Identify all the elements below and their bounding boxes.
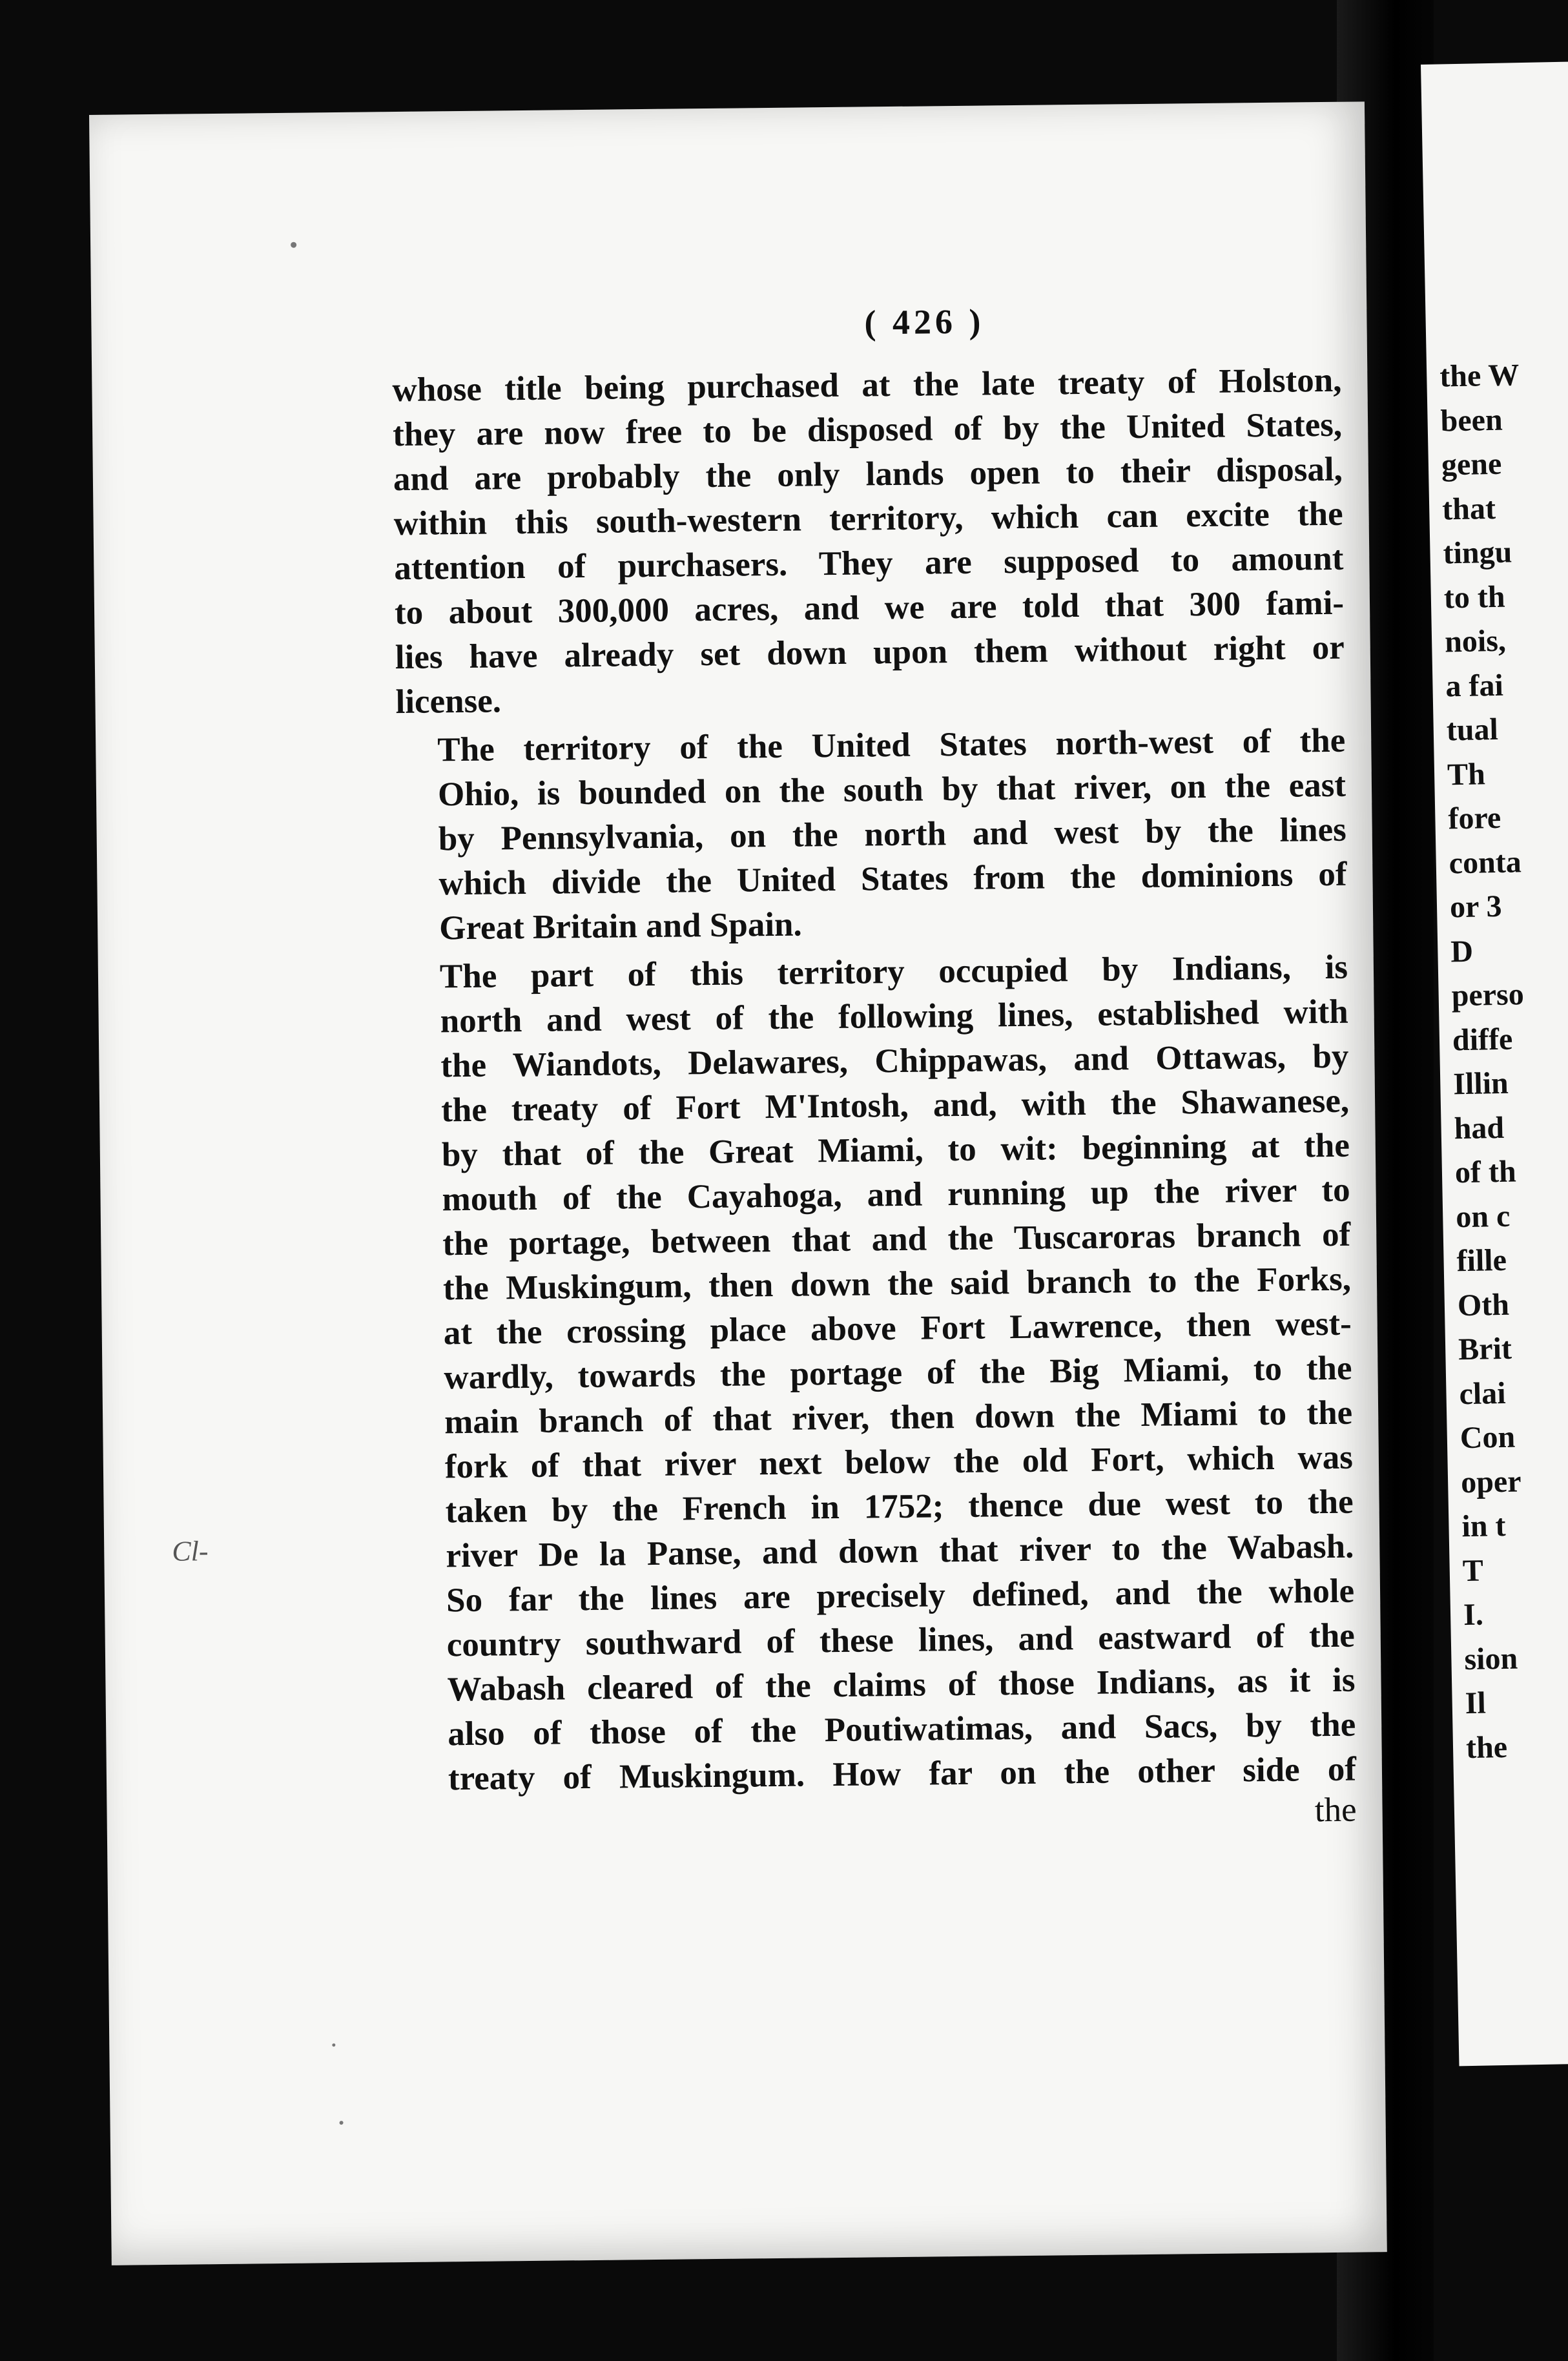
facing-line-fragment: had — [1454, 1110, 1505, 1146]
text-line: and are probably the only lands open to their disposal, — [393, 450, 1343, 499]
paper-speck — [332, 2043, 335, 2047]
facing-line-fragment: the — [1465, 1729, 1508, 1765]
facing-line-fragment: conta — [1449, 844, 1522, 880]
paper-speck — [340, 2121, 344, 2125]
facing-line-fragment: gene — [1441, 446, 1502, 482]
paragraph — [392, 358, 1345, 725]
text-line: to about 300,000 acres, and we are told that 300 fami- — [394, 584, 1345, 632]
text-line: treaty of Muskingum. How far on the other side of — [448, 1750, 1357, 1798]
facing-line-fragment: sion — [1463, 1641, 1518, 1676]
facing-line-fragment: fore — [1447, 800, 1501, 836]
facing-line-fragment: tual — [1446, 712, 1499, 748]
text-line: which divide the United States from the dominions of — [438, 855, 1347, 903]
facing-line-fragment: I. — [1463, 1597, 1484, 1633]
facing-line-fragment: clai — [1459, 1376, 1507, 1411]
facing-line-fragment: on c — [1455, 1199, 1511, 1234]
text-line: attention of purchasers. They are supposed to amount — [394, 539, 1344, 588]
text-line: main branch of that river, then down the Miami to the — [444, 1394, 1353, 1441]
facing-line-fragment: the W — [1439, 358, 1520, 394]
facing-line-fragment: a fai — [1445, 668, 1504, 703]
paragraph — [396, 719, 1348, 951]
page-426 — [89, 101, 1387, 2265]
facing-page-text — [1439, 352, 1568, 1771]
text-line: north and west of the following lines, established with — [440, 993, 1348, 1040]
text-line: they are now free to be disposed of by the United States, — [392, 406, 1343, 454]
facing-line-fragment: Illin — [1452, 1066, 1509, 1102]
text-line: by Pennsylvania, on the north and west by the lines — [438, 810, 1346, 858]
facing-line-fragment: in t — [1461, 1508, 1506, 1544]
facing-line-fragment: D — [1450, 934, 1474, 969]
text-line: at the crossing place above Fort Lawrence, then west- — [443, 1304, 1352, 1352]
text-line: license. — [395, 682, 502, 721]
page-number: ( 426 ) — [864, 302, 985, 342]
facing-line-fragment: of th — [1454, 1154, 1517, 1190]
facing-line-fragment: Oth — [1457, 1287, 1510, 1323]
text-line: the treaty of Fort M'Intosh, and, with the Shawanese, — [440, 1082, 1350, 1129]
text-line: Wabash cleared of the claims of those Indians, as it is — [447, 1661, 1356, 1709]
facing-line-fragment: or 3 — [1449, 889, 1502, 925]
margin-mark: Cl- — [172, 1535, 209, 1567]
page-text — [391, 296, 1357, 1842]
facing-line-fragment: Con — [1460, 1419, 1516, 1456]
facing-line-fragment: Th — [1447, 756, 1486, 792]
text-line: So far the lines are precisely defined, and the whole — [446, 1572, 1355, 1620]
facing-line-fragment: diffe — [1452, 1022, 1513, 1057]
facing-line-fragment: to th — [1443, 579, 1506, 615]
text-line: within this south-western territory, which can excite the — [393, 495, 1343, 543]
facing-line-fragment: that — [1441, 491, 1496, 526]
text-line: fork of that river next below the old Fort, which was — [444, 1438, 1354, 1486]
facing-line-fragment: perso — [1451, 977, 1525, 1013]
facing-line-fragment: been — [1440, 402, 1503, 438]
text-line: Ohio, is bounded on the south by that river, on the east — [437, 766, 1346, 814]
text-line: the portage, between that and the Tuscaroras branch of — [442, 1215, 1351, 1263]
paragraph — [398, 945, 1357, 1802]
text-line: Great Britain and Spain. — [438, 905, 803, 947]
text-line: mouth of the Cayahoga, and running up the river to — [442, 1171, 1350, 1219]
facing-line-fragment: T — [1462, 1553, 1484, 1588]
text-line: country southward of these lines, and eastward of the — [446, 1616, 1356, 1664]
text-line: the Muskingum, then down the said branch to the Forks, — [442, 1260, 1352, 1308]
facing-page — [1421, 61, 1568, 2066]
text-line: by that of the Great Miami, to wit: beginning at the — [441, 1126, 1350, 1174]
text-line: whose title being purchased at the late treaty of Holston, — [392, 361, 1342, 409]
facing-line-fragment: oper — [1460, 1463, 1522, 1500]
text-line: wardly, towards the portage of the Big Miami, to the — [444, 1349, 1352, 1397]
facing-line-fragment: Brit — [1458, 1331, 1512, 1367]
text-line: river De la Panse, and down that river to the Wabash. — [446, 1527, 1354, 1575]
facing-line-fragment: Il — [1465, 1686, 1487, 1721]
paper-speck — [291, 242, 296, 248]
facing-line-fragment: nois, — [1444, 623, 1507, 659]
paragraphs — [392, 358, 1356, 1802]
text-line: the Wiandots, Delawares, Chippawas, and Ottawas, by — [440, 1037, 1349, 1085]
text-line: also of those of the Poutiwatimas, and Sacs, by the — [447, 1706, 1356, 1753]
facing-line-fragment: tingu — [1443, 535, 1512, 571]
text-line: The part of this territory occupied by Indians, is — [439, 948, 1348, 996]
text-line: The territory of the United States north-west of the — [437, 721, 1346, 769]
text-line: lies have already set down upon them without right or — [395, 628, 1345, 677]
facing-line-fragment: fille — [1456, 1242, 1507, 1279]
text-line: taken by the French in 1752; thence due west to the — [445, 1483, 1354, 1531]
catchword: the — [1314, 1791, 1357, 1830]
